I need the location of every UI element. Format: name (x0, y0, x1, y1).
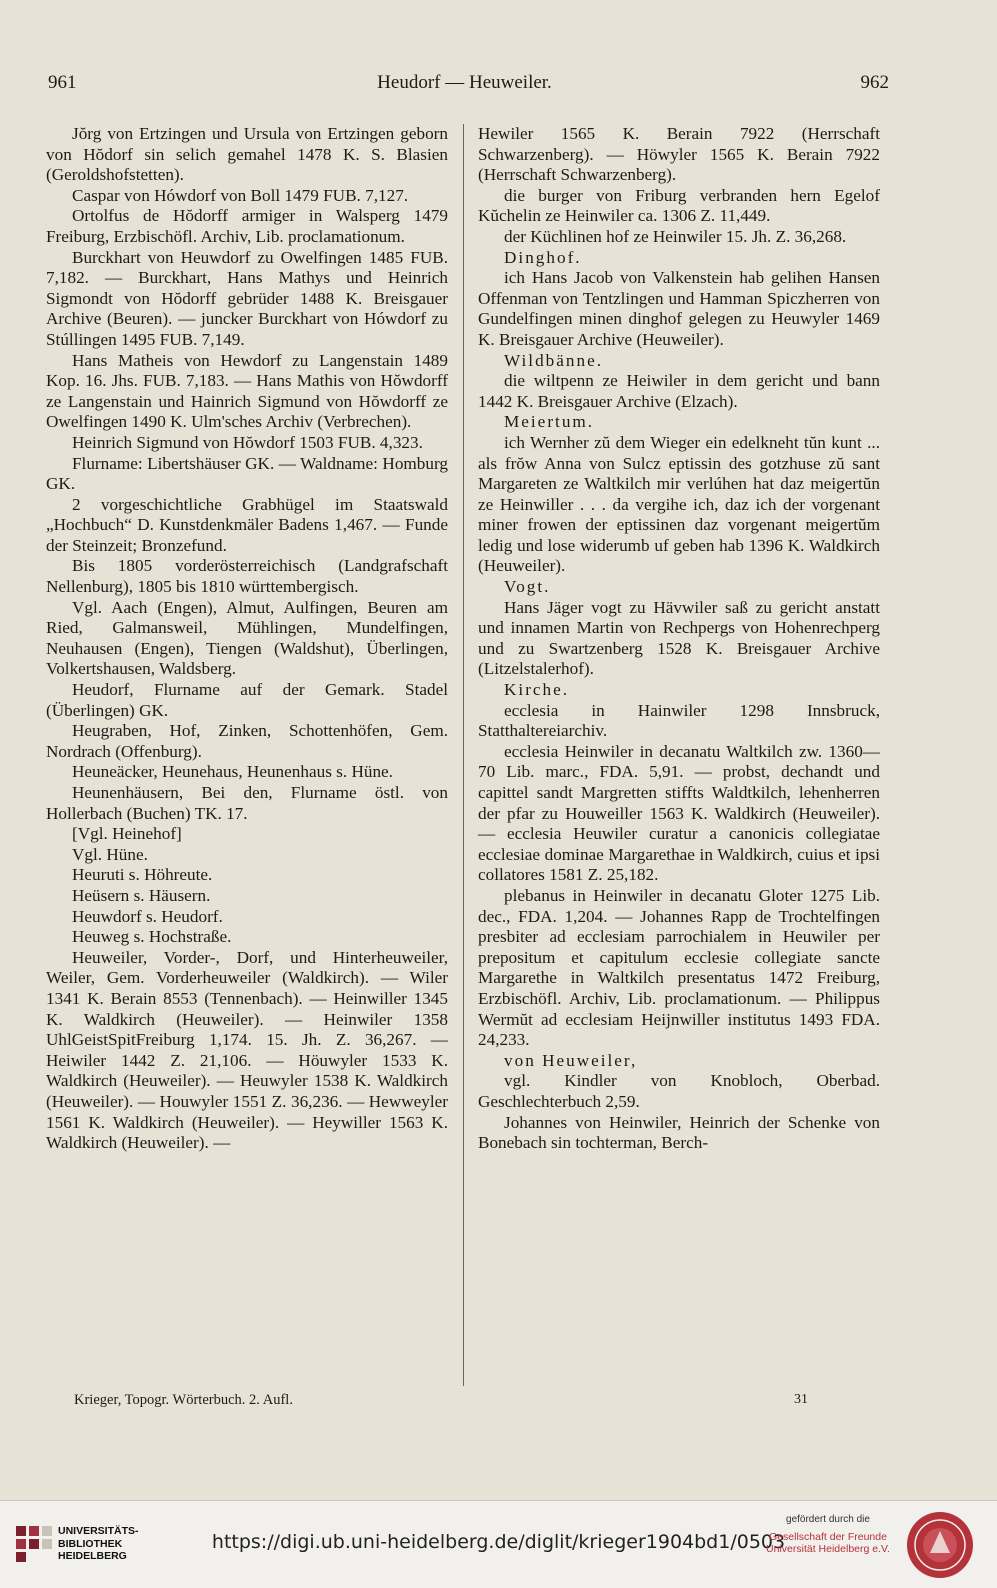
left-page-number: 961 (48, 72, 77, 93)
funded-by-label: gefördert durch die (786, 1514, 870, 1525)
entry-paragraph: Flurname: Libertshäuser GK. — Waldname: Homburg GK. (46, 453, 448, 494)
headword-entry: Heunenhäusern, Bei den, Flurname östl. von Hollerbach (Buchen) TK. 17. (46, 783, 448, 823)
sponsor-block (762, 1514, 894, 1555)
headword-entry: Heuruti s. Höhreute. (72, 865, 213, 885)
headword-entry: Heudorf, Flurname auf der Gemark. Stadel (Überlingen) GK. (46, 680, 448, 720)
running-header (40, 72, 889, 98)
entry-paragraph: Burckhart von Heuwdorf zu Owelfingen 1485 FUB. 7,182. — Burckhart, Hans Mathys und Heinrich Sigmondt von Hŏdorff gebrüder 1488 K. Breisgauer Archive (Beuren). — juncker Burckhart von Hówdorf zu Stúllingen 1495 FUB. 7,149. (46, 247, 448, 349)
entry-paragraph: 2 vorgeschichtliche Grabhügel im Staatswald „Hochbuch“ D. Kunstdenkmäler Badens 1,467. — Funde der Steinzeit; Bronzefund. (46, 494, 448, 555)
library-name: UNIVERSITÄTS- BIBLIOTHEK HEIDELBERG (58, 1525, 139, 1562)
entry-paragraph: ich Wernher zŭ dem Wieger ein edelkneht tŭn kunt ... als frŏw Anna von Sulcz eptissin des gotzhuse zŭ sant Margareten ze Waltkilch mir verlúhen hat daz meigertŭn ze Heinwiller . . . da vergihe ich, daz ich der vorgenant miner frowen der eptissinen daz vorgenant meigertŭm ledig und lose widerumb uf geben hab 1396 K. Waldkirch (Heuweiler). (478, 432, 880, 576)
column-divider (463, 124, 464, 1386)
entry-paragraph: die wiltpenn ze Heiwiler in dem gericht und bann 1442 K. Breisgauer Archive (Elzach). (478, 371, 880, 411)
entry-paragraph: Ortolfus de Hŏdorff armiger in Walsperg 1479 Freiburg, Erzbischöfl. Archiv, Lib. proclamationum. (46, 206, 448, 246)
page-title: Heudorf — Heuweiler. (377, 72, 552, 93)
entry-paragraph: Johannes von Heinwiler, Heinrich der Schenke von Bonebach sin tochterman, Berch- (478, 1112, 880, 1153)
headword-entry: Heuweg s. Hochstraße. (72, 927, 232, 947)
right-column (478, 124, 880, 1154)
entry-paragraph: Vgl. Hüne. (72, 844, 148, 864)
university-seal-icon (904, 1509, 976, 1581)
entry-paragraph: plebanus in Heinwiler in decanatu Gloter 1275 Lib. dec., FDA. 1,204. — Johannes Rapp de Trochtelfingen presbiter ad ecclesiam parrochialem in Heuwiler per prepositum et capitulum ecclesie collegiate sancte Margarethe in Waltkilch presentatus 1472 Freiburg, Erzbischöfl. Archiv, Lib. proclamationum. — Philippus Wermŭt ad ecclesiam Heijnwiller institutus 1493 FDA. 24,233. (478, 885, 880, 1050)
headword-entry: Heuwdorf s. Heudorf. (72, 906, 223, 926)
headword-entry: Heugraben, Hof, Zinken, Schottenhöfen, Gem. Nordrach (Offenburg). (46, 721, 448, 761)
entry-paragraph: ecclesia Heinwiler in decanatu Waltkilch zw. 1360—70 Lib. marc., FDA. 5,91. — probst, dechandt und capittel sandt Margretten stiffts Waldtkilch, lehenherren der pfar zu Houweiller 1563 K. Waldkirch (Heuweiler). — ecclesia Heuwiler curatur a canonicis collegiatae ecclesiae dominae Margarethae in Waldkirch, cuius et ipsi collatores 1581 Z. 25,182. (478, 741, 880, 885)
headword-entry: Heüsern s. Häusern. (72, 885, 211, 905)
entry-paragraph: vgl. Kindler von Knobloch, Oberbad. Geschlechterbuch 2,59. (478, 1071, 880, 1111)
entry-paragraph: Hans Jäger vogt zu Hävwiler saß zu gericht anstatt und innamen Martin von Rechpergs von Hohenrechperg und zu Swartzenberg 1528 K. Breisgauer Archive (Litzelstalerhof). (478, 597, 880, 679)
footer-source: Krieger, Topogr. Wörterbuch. 2. Aufl. (74, 1392, 293, 1408)
entry-paragraph: Hans Matheis von Hewdorf zu Langenstain 1489 Kop. 16. Jhs. FUB. 7,183. — Hans Mathis von Hŏwdorff ze Langenstain und Hainrich Sigmund von Hŏwdorff ze Owelfingen 1490 K. Ulm'sches Archiv (Verbrechen). (46, 350, 448, 432)
permalink-link[interactable]: https://digi.ub.uni-heidelberg.de/diglit/krieger1904bd1/0503 (211, 1531, 786, 1553)
entry-paragraph: ecclesia in Hainwiler 1298 Innsbruck, Statthaltereiarchiv. (478, 700, 880, 741)
viewer-bottom-bar (0, 1500, 997, 1588)
society-name: Gesellschaft der Freunde Universität Heidelberg e.V. (766, 1531, 890, 1555)
entry-paragraph: Hewiler 1565 K. Berain 7922 (Herrschaft Schwarzenberg). — Höwyler 1565 K. Berain 7922 (Herrschaft Schwarzenberg). (478, 124, 880, 185)
section-heading: Wildbänne. (504, 350, 604, 370)
entry-paragraph: Jŏrg von Ertzingen und Ursula von Ertzingen geborn von Hŏdorf sin selich gemahel 1478 K. S. Blasien (Geroldshofstetten). (46, 124, 448, 185)
entry-paragraph: Heinrich Sigmund von Hŏwdorf 1503 FUB. 4,323. (72, 432, 423, 452)
left-column (46, 124, 448, 1154)
section-heading: Meiertum. (504, 412, 595, 432)
section-heading: Vogt. (504, 577, 551, 597)
entry-paragraph: die burger von Friburg verbranden hern Egelof Kŭchelin ze Heinwiler ca. 1306 Z. 11,449. (478, 185, 880, 226)
headword-entry: Heuneäcker, Heunehaus, Heunenhaus s. Hüne. (72, 762, 393, 782)
signature-mark: 31 (794, 1392, 808, 1407)
entry-paragraph: der Küchlinen hof ze Heinwiler 15. Jh. Z. 36,268. (504, 226, 847, 246)
headword-entry: Heuweiler, Vorder-, Dorf, und Hinterheuweiler, Weiler, Gem. Vorderheuweiler (Waldkirch). — Wiler 1341 K. Berain 8553 (Tennenbach). — Heinwiller 1345 K. Waldkirch (Heuweiler). — Heinwiler 1358 UhlGeistSpitFreiburg 1,174. 15. Jh. Z. 36,267. — Heiwiler 1442 Z. 21,106. — Höuwyler 1533 K. Waldkirch (Heuweiler). — Heuwyler 1538 K. Waldkirch (Heuweiler). — Houwyler 1551 Z. 36,236. — Hewweyler 1561 K. Waldkirch (Heuweiler). — Heywiller 1563 K. Waldkirch (Heuweiler). — (46, 947, 448, 1153)
section-heading: Dinghof. (504, 247, 582, 267)
section-heading: Kirche. (504, 680, 570, 700)
section-heading: von Heuweiler, (504, 1050, 638, 1070)
entry-paragraph: Caspar von Hówdorf von Boll 1479 FUB. 7,127. (72, 185, 409, 205)
entry-paragraph: [Vgl. Heinehof] (72, 824, 182, 844)
entry-paragraph: Bis 1805 vorderösterreichisch (Landgrafschaft Nellenburg), 1805 bis 1810 württembergisch. (46, 556, 448, 597)
entry-paragraph: ich Hans Jacob von Valkenstein hab gelihen Hansen Offenman von Tentzlingen und Hamman Spiczherren von Gundelfingen minen dinghof gelegen zu Heuwyler 1469 K. Breisgauer Archive (Heuweiler). (478, 268, 880, 349)
right-page-number: 962 (860, 72, 889, 93)
entry-paragraph: Vgl. Aach (Engen), Almut, Aulfingen, Beuren am Ried, Galmansweil, Mühlingen, Mundelfingen, Neuhausen (Engen), Tiengen (Waldshut), Überlingen, Volkertshausen, Waldsberg. (46, 597, 448, 679)
